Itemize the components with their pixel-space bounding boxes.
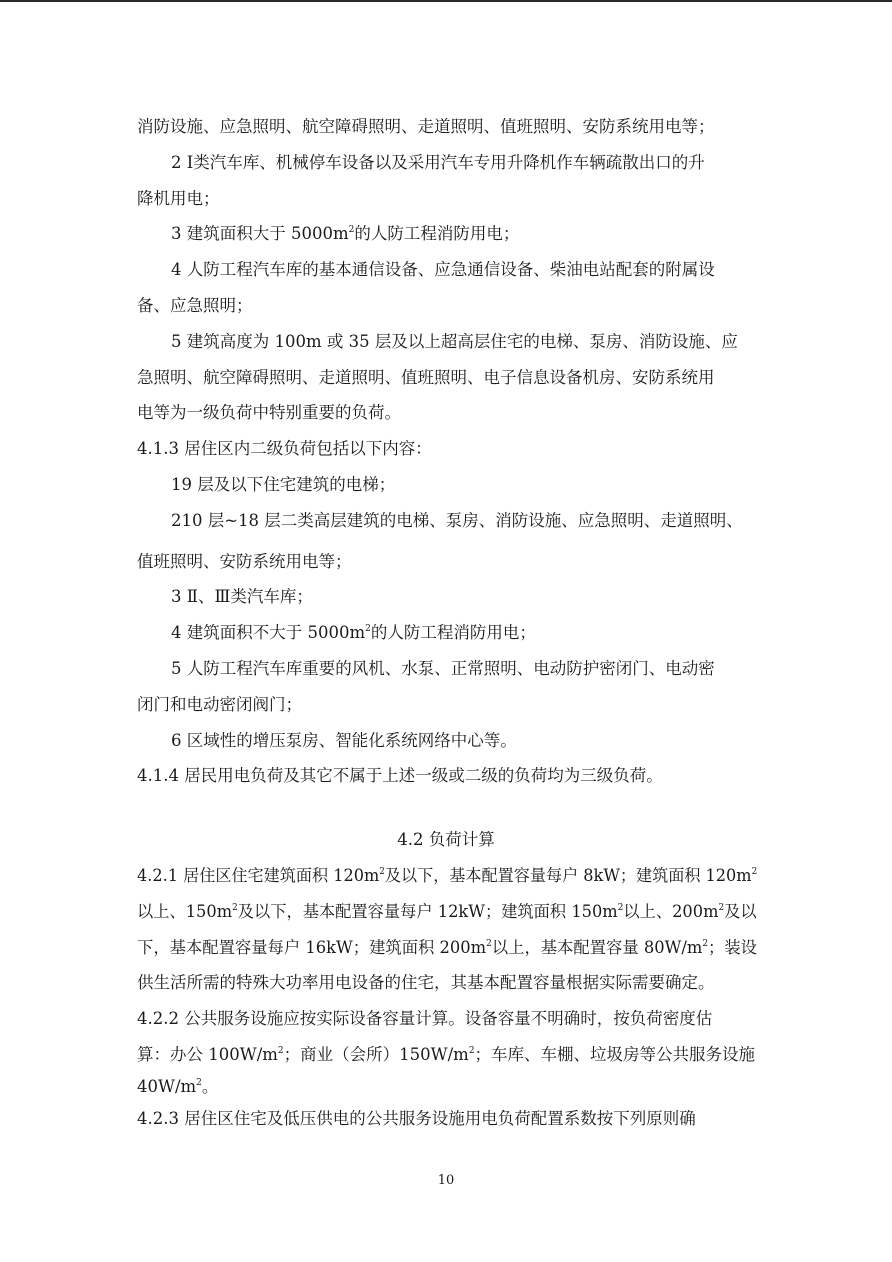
- text-line: 4 人防工程汽车库的基本通信设备、应急通信设备、柴油电站配套的附属设: [171, 260, 715, 279]
- text-line: 值班照明、安防系统用电等；: [137, 552, 352, 571]
- text-line: 5 人防工程汽车库重要的风机、水泵、正常照明、电动防护密闭门、电动密: [171, 659, 715, 678]
- text-line: 6 区域性的增压泵房、智能化系统网络中心等。: [171, 731, 517, 750]
- text-line: 算：办公 $100W/m^2$；商业（会所）$150W/m^2$；车库、车棚、垃圾房等公共服务设施: [137, 1045, 756, 1064]
- text-line: 闭门和电动密闭阀门；: [137, 695, 302, 714]
- text-line: 消防设施、应急照明、航空障碍照明、走道照明、值班照明、安防系统用电等；: [137, 117, 715, 136]
- clause-4-2-3: 4.2.3 居住区住宅及低压供电的公共服务设施用电负荷配置系数按下列原则确: [137, 1109, 696, 1128]
- text-line: 降机用电；: [137, 189, 220, 208]
- top-rule: [0, 0, 892, 2]
- clause-4-1-3: 4.1.3 居住区内二级负荷包括以下内容：: [137, 439, 432, 458]
- text-line: 3 Ⅱ、Ⅲ类汽车库；: [171, 587, 313, 606]
- page-number: 10: [437, 1173, 455, 1188]
- clause-4-2-2: 4.2.2 公共服务设施应按实际设备容量计算。设备容量不明确时，按负荷密度估: [137, 1009, 713, 1028]
- text-line: 以上、$150m^2$及以下，基本配置容量每户 12kW；建筑面积 $150m^2$以上、$200m^2$及以: [137, 902, 757, 921]
- text-line: 电等为一级负荷中特别重要的负荷。: [137, 403, 401, 422]
- text-line: 供生活所需的特殊大功率用电设备的住宅，其基本配置容量根据实际需要确定。: [137, 973, 715, 992]
- text-line: 备、应急照明；: [137, 296, 253, 315]
- text-line: 19 层及以下住宅建筑的电梯；: [171, 475, 396, 494]
- section-heading: 4.2 负荷计算: [397, 830, 495, 849]
- text-line: $40W/m^2$。: [137, 1077, 219, 1096]
- clause-4-2-1: 4.2.1 居住区住宅建筑面积 $120m^2$及以下，基本配置容量每户 8kW；建筑面积 $120m^2$: [137, 866, 758, 885]
- text-line: 5 建筑高度为 100m 或 35 层及以上超高层住宅的电梯、泵房、消防设施、应: [171, 332, 738, 351]
- text-line: 2 Ⅰ类汽车库、机械停车设备以及采用汽车专用升降机作车辆疏散出口的升: [171, 153, 705, 172]
- text-line: 4 建筑面积不大于 $5000m^2$的人防工程消防用电；: [171, 623, 536, 642]
- text-line: 210 层~18 层二类高层建筑的电梯、泵房、消防设施、应急照明、走道照明、: [171, 511, 743, 530]
- text-line: 急照明、航空障碍照明、走道照明、值班照明、电子信息设备机房、安防系统用: [137, 368, 715, 387]
- text-line: 3 建筑面积大于 $5000m^2$的人防工程消防用电；: [171, 224, 520, 243]
- text-line: 下，基本配置容量每户 16kW；建筑面积 $200m^2$以上，基本配置容量 $80W/m^2$；装设: [137, 938, 757, 957]
- clause-4-1-4: 4.1.4 居民用电负荷及其它不属于上述一级或二级的负荷均为三级负荷。: [137, 766, 663, 785]
